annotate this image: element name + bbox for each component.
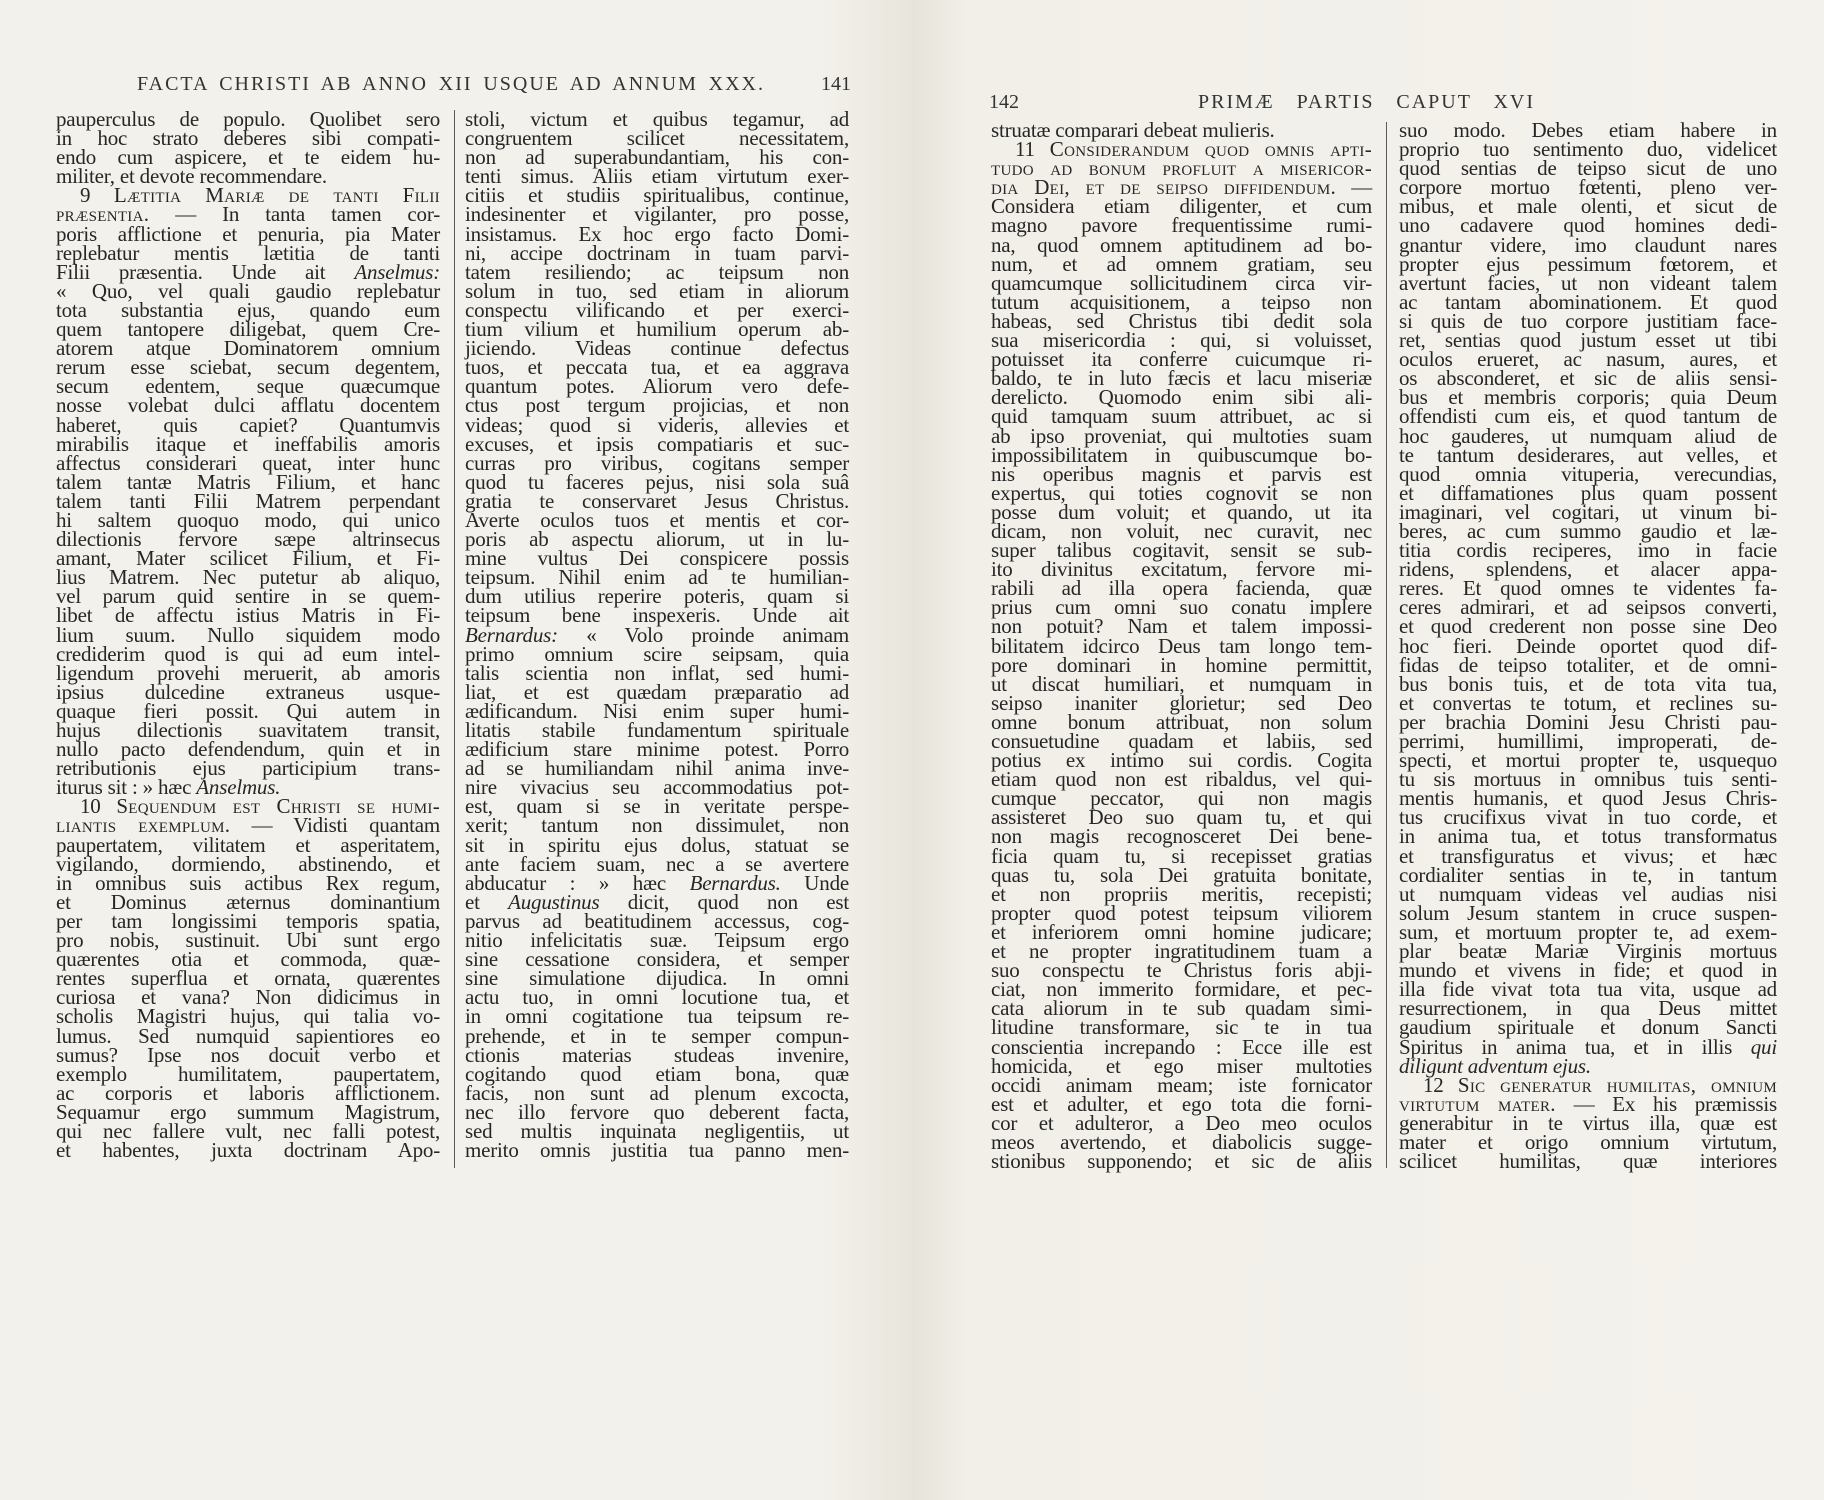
text-line: si quis de tuo corpore justitiam face- (1399, 308, 1777, 333)
text-line: tutum acquisitionem, a teipso non (991, 289, 1372, 314)
text-line: nullo pacto defendendum, quin et in (56, 737, 440, 762)
text-line: etiam quod non est ribaldus, vel qui- (991, 767, 1372, 792)
text-line: num, et ad omnem gratiam, seu (991, 251, 1372, 276)
text-line: ret, sentias quod justum esset ut tibi (1399, 328, 1777, 353)
text-line: militer, et devote recommendare. (56, 164, 327, 189)
text-line: homicida, et ego miser multoties (991, 1053, 1372, 1078)
text-line: in omni cogitatione tua teipsum re- (465, 1004, 849, 1029)
text-line: talem tantæ Matris Filium, et hanc (56, 469, 440, 494)
text-line: illa fide vivat tota tua vita, usque ad (1399, 977, 1777, 1002)
paragraph (56, 183, 440, 800)
text-line: tu sis mortuus in omnibus tuis senti- (1399, 767, 1777, 792)
text-run: 10 (80, 794, 117, 819)
text-line: litudine transformare, sic te in tua (991, 1015, 1372, 1040)
text-line: gnantur videre, imo claudunt nares (1399, 232, 1777, 257)
column-rule (454, 110, 455, 1168)
text-line: atorem atque Dominatorem omnium (56, 336, 440, 361)
text-line: ac tantam abominationem. Et quod (1399, 289, 1777, 314)
text-run: iturus sit : » hæc (56, 775, 197, 800)
text-line: poris ab aspectu aliorum, ut in lu- (465, 527, 849, 552)
text-line: cor et adulteror, a Deo meo oculos (991, 1110, 1372, 1135)
text-line: et quod crederent non posse sine Deo (1399, 614, 1777, 639)
text-line: nosse volebat dulci afflatu docentem (56, 393, 440, 418)
text-column (1399, 118, 1777, 1174)
text-line: mentis humanis, et quod Jesus Chris- (1399, 786, 1777, 811)
text-line: solum Jesum stantem in cruce suspen- (1399, 900, 1777, 925)
text-line: cumque peccator, qui non magis (991, 786, 1372, 811)
text-line: non ad superabundantiam, his con- (465, 145, 849, 170)
text-line: congruentem scilicet necessitatem, (465, 126, 849, 151)
text-run: Spiritus in anima tua, et in illis (1399, 1034, 1751, 1059)
text-line: hi saltem quoquo modo, qui unico (56, 507, 440, 532)
text-line: habeas, sed Christus tibi dedit sola (991, 308, 1372, 333)
text-line: rabili ad illa opera facienda, quæ (991, 576, 1372, 601)
text-run: — Ex his præmissis (1555, 1091, 1777, 1116)
text-line: curiosa et vana? Non didicimus in (56, 985, 440, 1010)
text-line: est, quam si se in veritate perspe- (465, 794, 849, 819)
text-line: hujus dilectionis suavitatem transit, (56, 718, 440, 742)
text-line: quod tu faceres pejus, nisi sola suâ (465, 469, 849, 494)
text-line: quamcumque sollicitudinem circa vir- (991, 270, 1372, 295)
text-line: litatis stabile fundamentum spirituale (465, 718, 849, 742)
text-line: conscientia increpando : Ecce ille est (991, 1034, 1372, 1059)
small-caps-heading: Lætitia Mariæ de tanti Filii (113, 183, 440, 208)
text-line: per brachia Domini Jesu Christi pau- (1399, 709, 1777, 734)
text-line: ciat, non immerito formidare, et pec- (991, 977, 1372, 1002)
text-line: magno pavore frequentissime rumi- (991, 213, 1372, 238)
text-line: libet de affectu istius Matris in Fi- (56, 603, 440, 628)
text-line: gratia te conservaret Jesus Christus. (465, 488, 849, 513)
text-line: Averte oculos tuos et mentis et cor- (465, 507, 849, 532)
text-line: bilitatem idcirco Deus tam longo tem- (991, 633, 1372, 658)
right-page (912, 0, 1824, 1500)
page-number: 142 (989, 91, 1019, 113)
text-line: potius ex intimo sui cordis. Cogita (991, 748, 1372, 773)
text-column (991, 118, 1373, 1174)
paragraph (56, 107, 440, 189)
text-line: replebatur mentis lætitia de tanti (56, 240, 440, 265)
small-caps-heading: liantis exemplum. (56, 813, 231, 838)
text-line: na, quod omnem aptitudinem ad bo- (991, 232, 1372, 257)
text-run: « Volo proinde animam (557, 622, 849, 647)
text-line: ad se humiliandam nihil anima inve- (465, 756, 849, 781)
text-line: sit in spiritu ejus dolus, statuat se (465, 832, 849, 857)
text-line: ædificandum. Nisi enim super humi- (465, 698, 849, 723)
text-line: ctus post tergum projicias, et non (465, 393, 849, 418)
text-line: in hoc strato deberes sibi compati- (56, 126, 440, 151)
text-line: poris afflictione et penuria, pia Mater (56, 221, 440, 246)
text-line: pauperculus de populo. Quolibet sero (56, 107, 440, 131)
text-line: in anima tua, et totus transformatus (1399, 824, 1777, 849)
small-caps-heading: tudo ad bonum profluit a misericor- (991, 156, 1372, 181)
text-line: baldo, te in luto fæcis et lacu miseriæ (991, 366, 1372, 391)
text-line: teipsum bene inspexeris. Unde ait (465, 603, 849, 628)
text-run: 12 (1423, 1072, 1458, 1097)
paragraph (465, 107, 849, 1163)
text-line: nitio infelicitatis suæ. Teipsum ergo (465, 928, 849, 953)
text-line: et transfiguratus et vivus; et hæc (1399, 843, 1777, 868)
text-line: vel parum quid sentire in se quem- (56, 584, 440, 609)
text-line: et habentes, juxta doctrinam Apo- (56, 1138, 440, 1163)
text-run: — Vidisti quantam (230, 813, 441, 838)
text-line: haberet, quis capiet? Quantumvis (56, 412, 440, 437)
text-line: conspectu vilificando et per exerci- (465, 297, 849, 322)
text-line: beres, ac cum summo gaudio et læ- (1399, 518, 1777, 543)
text-run: Filii præsentia. Unde ait (56, 259, 355, 284)
text-line: quid tamquam suum attribuet, ac si (991, 404, 1372, 429)
text-line: suo modo. Debes etiam habere in (1399, 118, 1777, 142)
text-line: super talibus cogitavit, sensit se sub- (991, 538, 1372, 563)
text-line: ante faciem suam, nec a se avertere (465, 851, 849, 876)
text-line: exemplo humilitatem, paupertatem, (56, 1061, 440, 1086)
column-rule (1386, 122, 1387, 1168)
text-line: ridens, splendens, et alacer appa- (1399, 557, 1777, 582)
running-header-title: PRIMÆ PARTIS CAPUT XVI (1198, 91, 1535, 113)
text-line: tatem resiliendo; ac teipsum non (465, 259, 849, 284)
small-caps-heading: præsentia. (56, 202, 150, 227)
text-line: indesinenter et vigilanter, pro posse, (465, 202, 849, 227)
text-line: retributionis ejus participium trans- (56, 756, 440, 781)
text-line: ito divinitus excitatum, fervore mi- (991, 557, 1372, 582)
text-run: 11 (1015, 137, 1050, 162)
text-line: assisteret Deo suo quam tu, et qui (991, 805, 1372, 830)
text-line: primo omnium scire seipsam, quia (465, 641, 849, 666)
small-caps-heading: virtutum mater. (1399, 1091, 1556, 1116)
text-line: uno cadavere quod homines dedi- (1399, 213, 1777, 238)
text-line: stionibus supponendo; et sic de aliis (991, 1149, 1372, 1174)
text-line: talem tanti Filii Matrem perpendant (56, 488, 440, 513)
text-line: titia cordis reciperes, imo in facie (1399, 538, 1777, 563)
text-line: fidas de teipso totaliter, et de omni- (1399, 652, 1777, 677)
text-line: posse dum voluit; et quando, ut ita (991, 499, 1372, 524)
text-line: dum utilius reperire poteris, quam si (465, 584, 849, 609)
text-line: crediderim quod is qui ad eum intel- (56, 641, 440, 666)
text-line: te tantum desiderares, aut velles, et (1399, 442, 1777, 467)
text-line: propter quod potest teipsum viliorem (991, 900, 1372, 925)
text-line: ab ipso proveniat, qui multoties suam (991, 423, 1372, 448)
text-line: mirabilis itaque et ineffabilis amoris (56, 431, 440, 456)
text-line: ni, accipe doctrinam in tuam parvi- (465, 240, 849, 265)
running-header-title: FACTA CHRISTI AB ANNO XII USQUE AD ANNUM XXX. (137, 73, 765, 95)
text-line: mibus, et male olenti, et sicut de (1399, 194, 1777, 219)
text-line: merito omnis justitia tua panno men- (465, 1138, 849, 1163)
paragraph (991, 137, 1373, 1174)
text-line: specti, et mortui propter te, usquequo (1399, 748, 1777, 773)
small-caps-heading: dia Dei, et de seipso diffidendum. (991, 175, 1337, 200)
text-line: potuisset ita conferre cuicumque ri- (991, 347, 1372, 372)
text-line: insistamus. Ex hoc ergo facto Domi- (465, 221, 849, 246)
text-column (56, 107, 441, 1163)
text-line: resurrectionem, in qua Deus mittet (1399, 996, 1777, 1021)
text-line: liat, et est quædam præparatio ad (465, 679, 849, 704)
text-run: Unde (780, 870, 849, 895)
text-line: cordialiter sentias in te, in tantum (1399, 862, 1777, 887)
text-line: sumus? Ipse nos docuit verbo et (56, 1042, 440, 1067)
italic-text: Bernardus: (465, 622, 558, 647)
text-line: quod omnia vituperia, verecundias, (1399, 461, 1777, 486)
text-line: generabitur in te virtus illa, quæ est (1399, 1110, 1777, 1135)
text-line: Considera etiam diligenter, et cum (991, 194, 1372, 219)
text-line: corpore mortuo fœtenti, pleno ver- (1399, 175, 1777, 200)
text-line: tota substantia ejus, quando eum (56, 297, 440, 322)
small-caps-heading: Sic generatur humilitas, omnium (1457, 1072, 1777, 1097)
italic-text: Anselmus: (354, 259, 440, 284)
text-line: quod sentias de teipso sicut de uno (1399, 156, 1777, 181)
text-line: rentes superflua et ornata, quærentes (56, 966, 440, 991)
text-run: — In tanta tamen cor- (149, 202, 440, 227)
italic-text: Augustinus (508, 889, 600, 914)
text-line: non magis recognosceret Dei bene- (991, 824, 1372, 849)
text-line: tium vilium et humilium operum ab- (465, 317, 849, 342)
text-line: ædificium stare minime potest. Porro (465, 737, 849, 762)
text-line: sum, et mortuum propter te, ad exem- (1399, 919, 1777, 944)
text-line: quaque fieri possit. Qui autem in (56, 698, 440, 723)
text-line: et diffamationes plus quam possent (1399, 480, 1777, 505)
text-line: tuos, et peccata tua, et ea aggrava (465, 355, 849, 380)
text-line: ligendum provehi meruerit, ab amoris (56, 660, 440, 685)
text-line: ctionis materias studeas invenire, (465, 1042, 849, 1067)
text-line: ac corporis et laboris afflictionem. (56, 1080, 440, 1105)
text-line: videas; quod si videris, allevies et (465, 412, 849, 437)
text-line: secum edentem, seque quæcumque (56, 374, 440, 399)
paragraph (1399, 1072, 1777, 1174)
text-line: sed multis inquinata negligentiis, ut (465, 1118, 849, 1143)
text-line: avertunt facies, ut non videant talem (1399, 270, 1777, 295)
text-line: oculos erueret, ac nasum, aures, et (1399, 347, 1777, 372)
text-line: endo cum aspicere, et te eidem hu- (56, 145, 440, 170)
text-line: parvus ad beatitudinem accessus, cog- (465, 908, 849, 933)
text-line: prehende, et in te semper compun- (465, 1023, 849, 1048)
text-line: prius cum omni suo conatu implere (991, 595, 1372, 620)
text-line: solum in tuo, sed etiam in aliorum (465, 278, 849, 303)
text-run: 9 (80, 183, 114, 208)
text-line: curras pro viribus, cogitans semper (465, 450, 849, 475)
text-column (465, 107, 849, 1163)
small-caps-heading: Sequendum est Christi se humi- (116, 794, 440, 819)
text-line: quem tantopere diligebat, quem Cre- (56, 317, 440, 342)
text-line: hoc fieri. Deinde oportet quod dif- (1399, 633, 1777, 658)
text-line: offendisti cum eis, et quod tantum de (1399, 404, 1777, 429)
text-line: et Dominus æternus dominantium (56, 889, 440, 914)
text-line: ipsius dulcedine extraneus usque- (56, 679, 440, 704)
text-line: vigilando, dormiendo, abstinendo, et (56, 851, 440, 876)
text-line: mater et origo omnium virtutum, (1399, 1129, 1777, 1154)
text-line: citiis et studiis spiritualibus, continue, (465, 183, 849, 208)
text-line: bus bonis tuis, et de tota vita tua, (1399, 671, 1777, 696)
text-line: expertus, qui toties cognovit se non (991, 480, 1372, 505)
italic-text: Bernardus. (689, 870, 781, 895)
text-line: nis operibus magnis et parvis est (991, 461, 1372, 486)
text-line: impossibilitatem in quibuscumque bo- (991, 442, 1372, 467)
text-line: cogitando quod etiam bona, quæ (465, 1061, 849, 1086)
text-line: excuses, et ipsis compatiaris et suc- (465, 431, 849, 456)
text-line: et inferiorem omni homine judicare; (991, 919, 1372, 944)
text-line: scholis Magistri hujus, qui talia vo- (56, 1004, 440, 1029)
text-line: lium suum. Nullo siquidem modo (56, 622, 440, 647)
text-line: talis scientia non inflat, sed humi- (465, 660, 849, 685)
text-line: propter ejus pessimum fœtorem, et (1399, 251, 1777, 276)
text-line: facis, non sunt ad plenum excocta, (465, 1080, 849, 1105)
text-line: seipso inaniter glorietur; sed Deo (991, 690, 1372, 715)
text-line: lumus. Sed numquid sapientiores eo (56, 1023, 440, 1048)
text-line: jiciendo. Videas continue defectus (465, 336, 849, 361)
text-line: quas tu, sola Dei gratuita bonitate, (991, 862, 1372, 887)
text-line: ut discat humiliari, et numquam in (991, 671, 1372, 696)
italic-text: diligunt adventum ejus. (1399, 1053, 1591, 1078)
text-line: hoc gauderes, ut numquam aliud de (1399, 423, 1777, 448)
paragraph (56, 794, 441, 1163)
text-line: ceres admirari, et ad seipsos converti, (1399, 595, 1777, 620)
text-line: tus crucifixus vivat in tuo corde, et (1399, 805, 1777, 830)
text-line: et convertas te totum, et reclines su- (1399, 690, 1777, 715)
text-line: sine simulatione dijudica. In omni (465, 966, 849, 991)
text-line: Sequamur ergo summum Magistrum, (56, 1099, 440, 1124)
text-line: meos avertendo, et diabolicis sugge- (991, 1129, 1372, 1154)
text-line: bus et membris corporis; quia Deum (1399, 385, 1777, 410)
page-number: 141 (821, 73, 851, 95)
text-line: dilectionis fervore sæpe altrinsecus (56, 527, 440, 552)
text-line: scilicet humilitas, quæ interiores (1399, 1149, 1777, 1174)
text-line: teipsum. Nihil enim ad te humilian- (465, 565, 849, 590)
text-line: nire vivacius seu accommodatius pot- (465, 775, 849, 800)
text-line: paupertatem, vilitatem et asperitatem, (56, 832, 440, 857)
text-line: qui nec fallere vult, nec falli potest, (56, 1118, 440, 1143)
text-line: mine vultus Dei conspicere possis (465, 546, 849, 571)
text-line: pro nobis, sustinuit. Ubi sunt ergo (56, 928, 440, 953)
text-run: et (465, 889, 509, 914)
text-line: ut numquam videas vel audias nisi (1399, 881, 1777, 906)
text-line: struatæ comparari debeat mulieris. (991, 118, 1275, 142)
text-run: — (1336, 175, 1373, 200)
text-line: in omnibus suis actibus Rex regum, (56, 870, 440, 895)
text-line: occidi animam meam; iste fornicator (991, 1072, 1372, 1097)
text-line: nec illo fervore quo deberent facta, (465, 1099, 849, 1124)
text-line: et non propriis meritis, recepisti; (991, 881, 1372, 906)
text-line: lius Matrem. Nec putetur ab aliquo, (56, 565, 440, 590)
text-line: mundo et vivens in fide; et quod in (1399, 958, 1777, 983)
text-line: consuetudine quadam et labiis, sed (991, 729, 1372, 753)
paragraph (1399, 118, 1777, 1078)
text-line: cata aliorum in te sub quadam simi- (991, 996, 1372, 1021)
text-line: proprio tuo sentimento duo, videlicet (1399, 137, 1777, 162)
text-line: pore dominari in homine permittit, (991, 652, 1372, 677)
text-line: suo conspectu te Christus foris abji- (991, 958, 1372, 983)
small-caps-heading: Considerandum quod omnis apti- (1049, 137, 1372, 162)
text-line: ficia quam tu, si recepisset gratias (991, 843, 1372, 868)
text-line: non potuit? Nam et talem impossi- (991, 614, 1372, 639)
italic-text: qui (1750, 1034, 1777, 1059)
text-line: affectus considerari queat, inter hunc (56, 450, 440, 475)
text-line: xerit; tantum non dissimulet, non (465, 813, 849, 838)
text-line: gaudium spirituale et donum Sancti (1399, 1015, 1777, 1040)
text-line: tenti simus. Aliis etiam virtutum exer- (465, 164, 849, 189)
text-line: dicam, non voluit, nec curavit, nec (991, 518, 1372, 543)
text-line: rerum esse sciebat, secum degentem, (56, 355, 440, 380)
text-run: dicit, quod non est (599, 889, 849, 914)
text-line: omne bonum attribuat, non solum (991, 709, 1372, 734)
text-line: est et adulter, et ego tota die forni- (991, 1091, 1372, 1116)
text-line: reres. Et quod omnes te videntes fa- (1399, 576, 1777, 601)
text-line: et ne propter ingratitudinem tuam a (991, 939, 1372, 964)
text-line: sua misericordia : qui, si voluisset, (991, 328, 1372, 353)
text-line: quantum potes. Aliorum vero defe- (465, 374, 849, 399)
text-line: stoli, victum et quibus tegamur, ad (465, 107, 849, 131)
italic-text: Anselmus. (196, 775, 281, 800)
text-line: amant, Mater scilicet Filium, et Fi- (56, 546, 440, 571)
text-line: actu tuo, in omni locutione tua, et (465, 985, 849, 1010)
text-line: quærentes otia et commoda, quæ- (56, 947, 440, 972)
text-line: « Quo, vel quali gaudio replebatur (56, 278, 440, 303)
text-run: abducatur : » hæc (465, 870, 690, 895)
text-line: perrimi, humillimi, improperati, de- (1399, 729, 1777, 753)
text-line: per tam longissimi temporis spatia, (56, 908, 440, 933)
text-line: imaginari, vel cogitari, ut vinum bi- (1399, 499, 1777, 524)
text-line: derelicto. Quomodo enim sibi ali- (991, 385, 1372, 410)
text-line: plar beatæ Mariæ Virginis mortuus (1399, 939, 1777, 964)
text-line: sine cessatione considera, et semper (465, 947, 849, 972)
text-line: os absconderet, et sic de aliis sensi- (1399, 366, 1777, 391)
